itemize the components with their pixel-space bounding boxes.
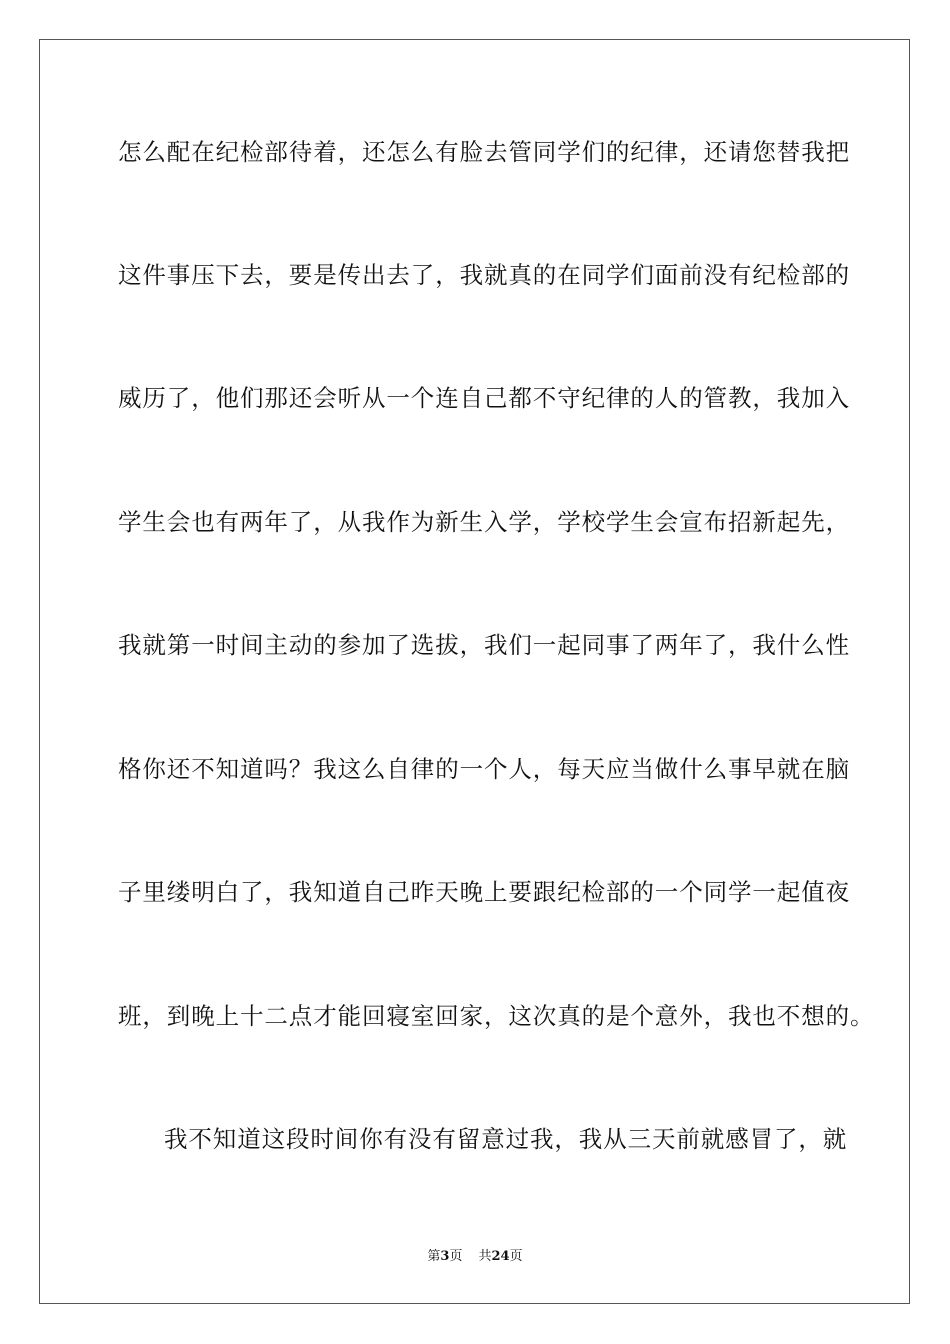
body-line-4: 学生会也有两年了，从我作为新生入学，学校学生会宣布招新起先，: [118, 508, 850, 536]
body-line-7: 子里缕明白了，我知道自己昨天晚上要跟纪检部的一个同学一起值夜: [118, 878, 850, 906]
body-line-6: 格你还不知道吗？我这么自律的一个人，每天应当做什么事早就在脑: [118, 755, 850, 783]
footer-page-prefix: 第: [427, 1249, 441, 1264]
footer-total-number: 24: [491, 1249, 510, 1264]
body-line-9-paragraph-start: 我不知道这段时间你有没有留意过我，我从三天前就感冒了，就: [164, 1125, 848, 1153]
footer-page-number: 3: [440, 1249, 450, 1264]
body-line-8: 班，到晚上十二点才能回寝室回家，这次真的是个意外，我也不想的。: [118, 1002, 875, 1030]
body-line-5: 我就第一时间主动的参加了选拔，我们一起同事了两年了，我什么性: [118, 631, 850, 659]
footer-page-suffix: 页: [449, 1249, 463, 1264]
page-border: [39, 39, 910, 1304]
body-line-1: 怎么配在纪检部待着，还怎么有脸去管同学们的纪律，还请您替我把: [118, 138, 850, 166]
footer-total-suffix: 页: [509, 1249, 523, 1264]
body-line-3: 威历了，他们那还会听从一个连自己都不守纪律的人的管教，我加入: [118, 384, 850, 412]
body-line-2: 这件事压下去，要是传出去了，我就真的在同学们面前没有纪检部的: [118, 261, 850, 289]
page-footer: [0, 1248, 950, 1266]
footer-total-prefix: 共: [478, 1249, 492, 1264]
